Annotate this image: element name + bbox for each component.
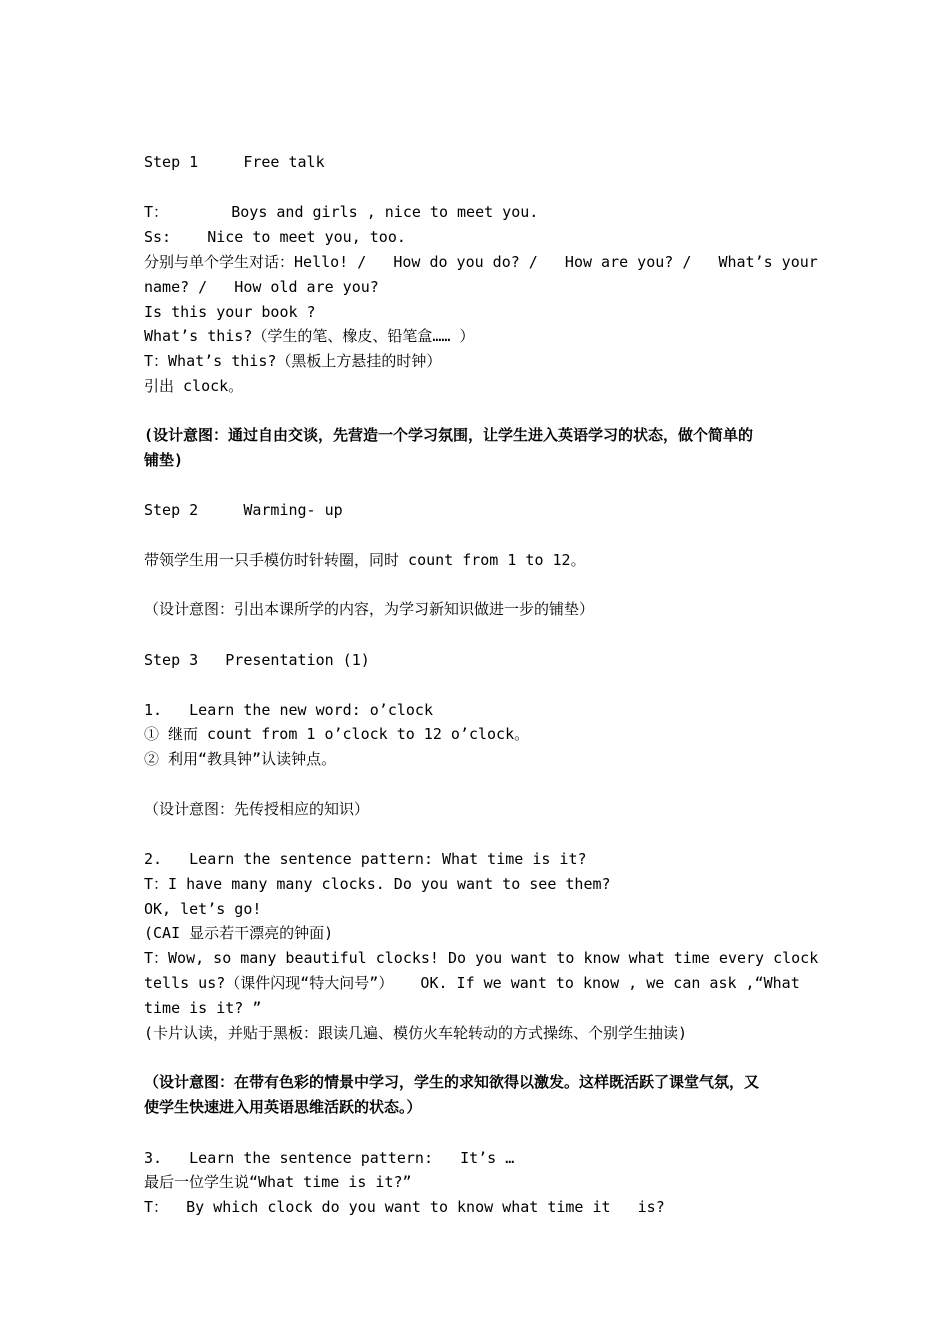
design-intent-note: 使学生快速进入用英语思维活跃的状态。） bbox=[144, 1098, 422, 1116]
step-3-heading: Step 3 Presentation (1) bbox=[144, 651, 370, 669]
text-line: T：I have many many clocks. Do you want to see them? bbox=[144, 875, 611, 893]
text-line: tells us?（课件闪现“特大问号”） OK. If we want to know , we can ask ,“What bbox=[144, 974, 800, 992]
step-1-heading: Step 1 Free talk bbox=[144, 153, 325, 171]
students-line: Ss: Nice to meet you, too. bbox=[144, 228, 406, 246]
text-line: What’s this?（学生的笔、橡皮、铅笔盒…… ） bbox=[144, 327, 475, 345]
design-intent-note: （设计意图：引出本课所学的内容，为学习新知识做进一步的铺垫） bbox=[144, 600, 595, 618]
design-intent-note: 铺垫) bbox=[144, 451, 184, 469]
text-line: 带领学生用一只手模仿时针转圈，同时 count from 1 to 12。 bbox=[144, 551, 586, 569]
text-line: T：What’s this?（黑板上方悬挂的时钟） bbox=[144, 352, 442, 370]
text-line: T： By which clock do you want to know what time it is? bbox=[144, 1198, 665, 1216]
step-2-heading: Step 2 Warming- up bbox=[144, 501, 343, 519]
text-line: OK, let’s go! bbox=[144, 900, 262, 918]
text-line: (卡片认读，并贴于黑板：跟读几遍、模仿火车轮转动的方式操练、个别学生抽读) bbox=[144, 1024, 688, 1042]
sub-item: ① 继而 count from 1 o’clock to 12 o’clock。 bbox=[144, 725, 530, 743]
text-line: (CAI 显示若干漂亮的钟面) bbox=[144, 924, 334, 942]
text-line: Is this your book ? bbox=[144, 303, 316, 321]
design-intent-note: （设计意图：在带有色彩的情景中学习，学生的求知欲得以激发。这样既活跃了课堂气氛，又 bbox=[144, 1073, 760, 1091]
design-intent-note: (设计意图：通过自由交谈，先营造一个学习氛围，让学生进入英语学习的状态，做个简单的 bbox=[144, 426, 754, 444]
text-line: 分别与单个学生对话：Hello! / How do you do? / How are you? / What’s your bbox=[144, 253, 818, 271]
teacher-line: T： Boys and girls , nice to meet you. bbox=[144, 203, 539, 221]
text-line: 引出 clock。 bbox=[144, 377, 244, 395]
text-line: name? / How old are you? bbox=[144, 278, 379, 296]
sub-item: ② 利用“教具钟”认读钟点。 bbox=[144, 750, 337, 768]
text-line: T：Wow, so many beautiful clocks! Do you want to know what time every clock bbox=[144, 949, 819, 967]
text-line: time is it? ” bbox=[144, 999, 262, 1017]
text-line: 最后一位学生说“What time is it?” bbox=[144, 1173, 412, 1191]
numbered-item: 3. Learn the sentence pattern: It’s … bbox=[144, 1149, 515, 1167]
design-intent-note: （设计意图：先传授相应的知识） bbox=[144, 800, 370, 818]
numbered-item: 2. Learn the sentence pattern: What time is it? bbox=[144, 850, 587, 868]
numbered-item: 1. Learn the new word: o’clock bbox=[144, 701, 433, 719]
